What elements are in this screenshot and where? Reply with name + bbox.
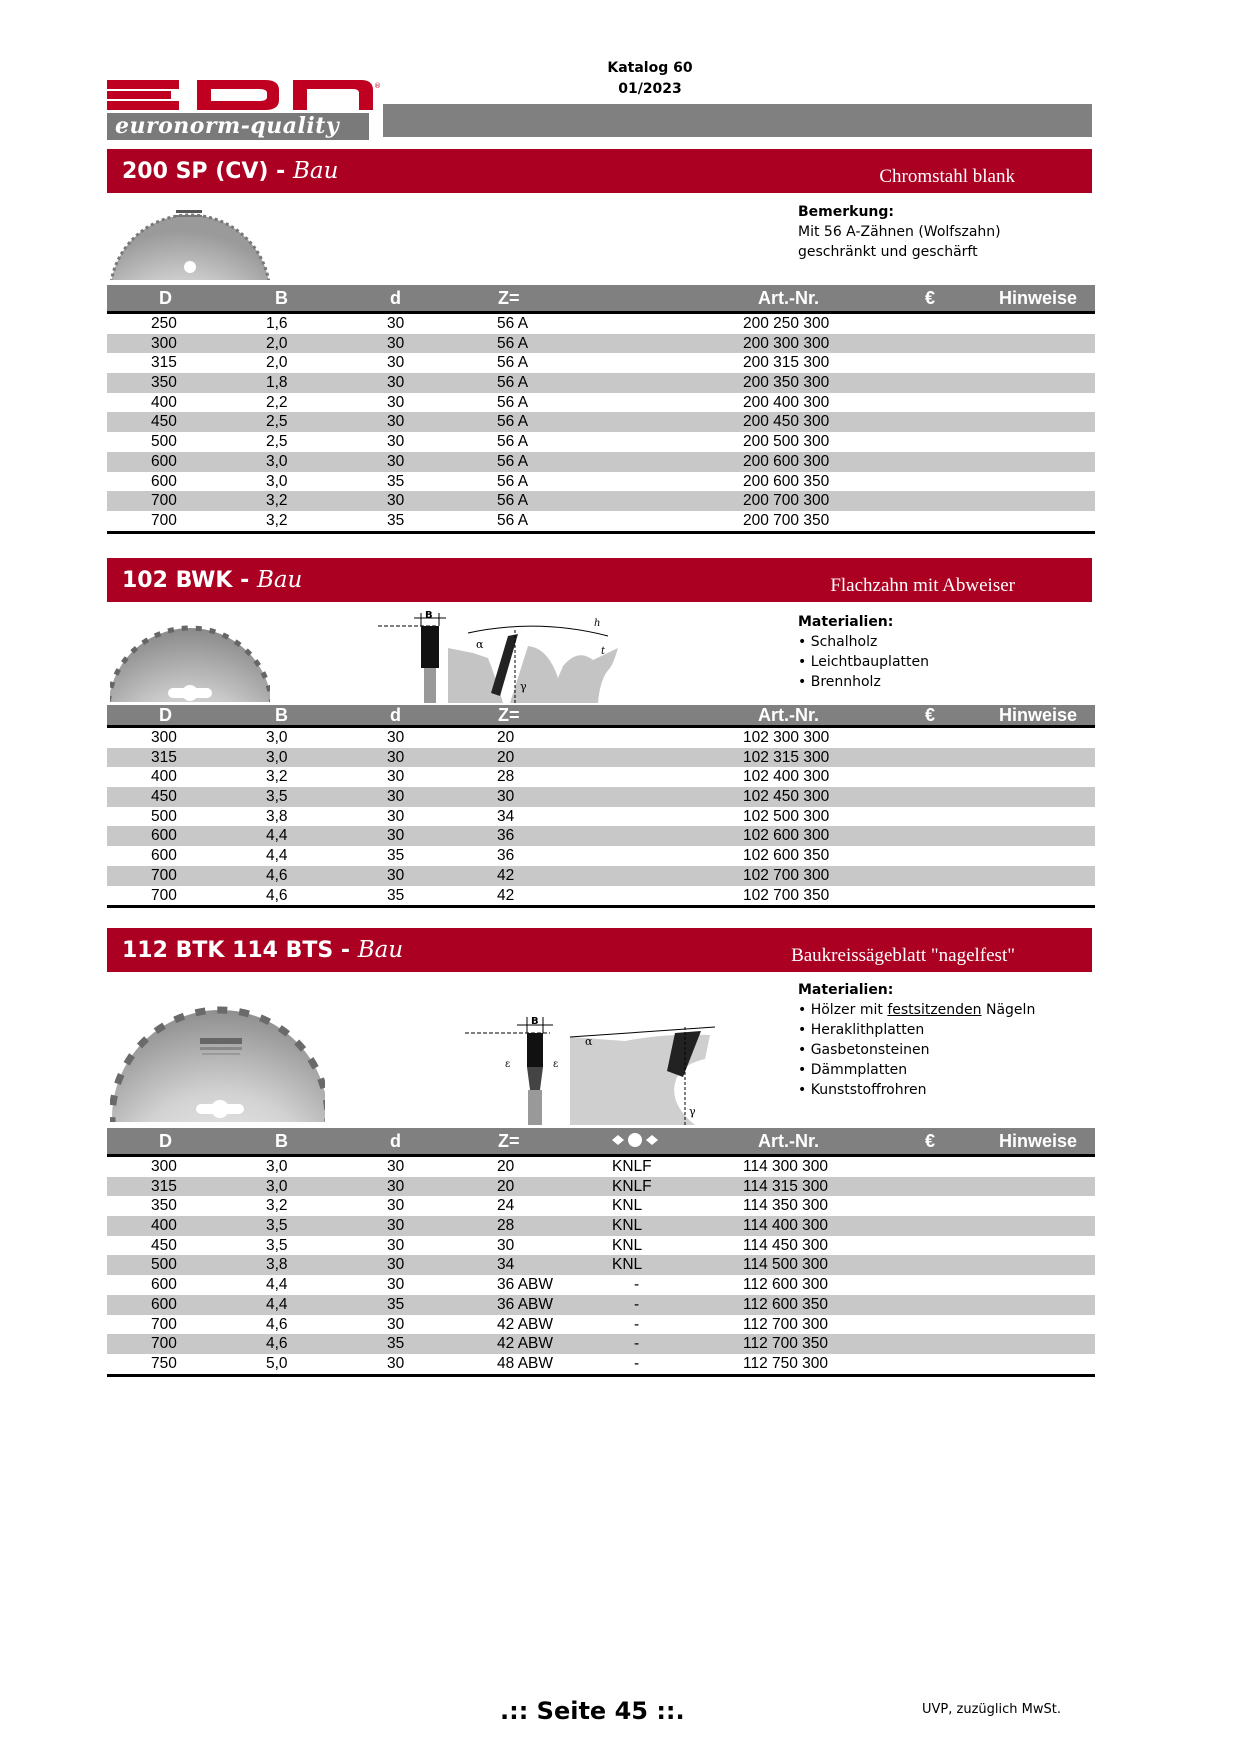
section-subtitle: Flachzahn mit Abweiser xyxy=(830,575,1015,596)
cell-Z: 34 xyxy=(497,807,515,825)
cell-d: 35 xyxy=(387,847,405,865)
col-D: D xyxy=(159,288,172,308)
product-code: 102 BWK - xyxy=(122,568,250,593)
cell-d: 30 xyxy=(387,452,405,470)
col-d: d xyxy=(390,288,401,308)
cell-Z: 42 xyxy=(497,866,515,884)
note-line xyxy=(798,1000,1035,1020)
cell-D: 400 xyxy=(151,1217,177,1235)
note-line: • Heraklithplatten xyxy=(798,1022,925,1038)
cell-Z: 20 xyxy=(497,729,515,746)
note-title: Materialien: xyxy=(798,614,894,630)
cell-art-nr: 102 450 300 xyxy=(743,788,830,806)
cell-D: 350 xyxy=(151,1197,177,1215)
cell-D: 700 xyxy=(151,492,177,510)
table-row xyxy=(107,1275,1095,1295)
col-price: € xyxy=(925,705,936,725)
table-row xyxy=(107,826,1095,846)
cell-art-nr: 102 500 300 xyxy=(743,807,830,825)
table-row xyxy=(107,748,1095,768)
cell-Z: 36 xyxy=(497,827,515,845)
note-text: Nägeln xyxy=(981,1002,1036,1018)
cell-art-nr: 102 700 300 xyxy=(743,866,830,884)
tooth-geometry-diagram xyxy=(378,608,636,703)
col-hinweise: Hinweise xyxy=(999,705,1078,725)
cell-d: 30 xyxy=(387,807,405,825)
cell-symbol: - xyxy=(634,1295,640,1313)
table-row xyxy=(107,846,1095,866)
edn-logo-letters xyxy=(107,80,379,110)
cell-d: 30 xyxy=(387,748,405,766)
cell-d: 30 xyxy=(387,1354,405,1372)
section-subtitle: Chromstahl blank xyxy=(879,166,1015,187)
cell-D: 600 xyxy=(151,472,177,490)
col-price: € xyxy=(925,1131,936,1151)
price-table-200-sp xyxy=(107,285,1095,534)
diagram-label: α xyxy=(476,638,484,651)
cell-B: 5,0 xyxy=(266,1354,288,1372)
cell-art-nr: 114 350 300 xyxy=(743,1197,829,1215)
note-line: • Dämmplatten xyxy=(798,1062,908,1078)
svg-text:®: ® xyxy=(374,82,381,90)
cell-B: 3,2 xyxy=(266,768,288,786)
cell-B: 4,6 xyxy=(266,866,288,884)
cell-symbol: KNLF xyxy=(612,1177,652,1195)
col-D: D xyxy=(159,705,172,725)
page-number: .:: Seite 45 ::. xyxy=(500,1697,685,1725)
cell-B: 3,0 xyxy=(266,729,288,746)
cell-B: 4,4 xyxy=(266,1295,288,1313)
cell-Z: 20 xyxy=(497,1158,515,1175)
cell-B: 3,0 xyxy=(266,748,288,766)
table-row xyxy=(107,1196,1095,1216)
cell-d: 30 xyxy=(387,1236,405,1254)
col-hinweise: Hinweise xyxy=(999,288,1078,308)
cell-art-nr: 200 300 300 xyxy=(743,334,830,352)
section-note xyxy=(798,612,929,692)
col-d: d xyxy=(390,705,401,725)
table-body xyxy=(107,314,1095,531)
cell-symbol: KNL xyxy=(612,1217,643,1235)
cell-Z: 42 ABW xyxy=(497,1335,553,1353)
table-bottom-rule xyxy=(107,1374,1095,1377)
cell-Z: 56 A xyxy=(497,472,529,490)
diagram-label: t xyxy=(601,646,606,657)
diagram-label: ε xyxy=(505,1059,511,1070)
cell-D: 600 xyxy=(151,1276,177,1294)
table-row xyxy=(107,373,1095,393)
cell-B: 2,5 xyxy=(266,413,288,431)
cell-Z: 56 A xyxy=(497,393,529,411)
col-price: € xyxy=(925,288,936,308)
price-note: UVP, zuzüglich MwSt. xyxy=(922,1702,1061,1717)
section-header-102-bwk xyxy=(107,558,1092,602)
col-D: D xyxy=(159,1131,172,1151)
table-row xyxy=(107,866,1095,886)
diagram-label: γ xyxy=(520,680,527,693)
cell-Z: 28 xyxy=(497,1217,515,1235)
table-row xyxy=(107,1295,1095,1315)
cell-B: 3,2 xyxy=(266,1197,288,1215)
col-art-nr: Art.-Nr. xyxy=(758,705,820,725)
table-row xyxy=(107,807,1095,827)
cell-Z: 34 xyxy=(497,1256,515,1274)
cell-D: 300 xyxy=(151,1158,177,1175)
cell-d: 35 xyxy=(387,1295,405,1313)
cell-B: 4,6 xyxy=(266,1335,288,1353)
note-line: geschränkt und geschärft xyxy=(798,244,978,260)
cell-Z: 56 A xyxy=(497,334,529,352)
cell-D: 500 xyxy=(151,1256,177,1274)
note-title: Bemerkung: xyxy=(798,204,895,220)
cell-D: 450 xyxy=(151,413,177,431)
cell-D: 450 xyxy=(151,788,177,806)
table-row xyxy=(107,432,1095,452)
cell-art-nr: 102 700 350 xyxy=(743,886,830,904)
cell-d: 30 xyxy=(387,1217,405,1235)
cell-D: 315 xyxy=(151,748,177,766)
diagram-label: γ xyxy=(689,1105,696,1118)
table-body xyxy=(107,728,1095,905)
cell-Z: 36 xyxy=(497,847,515,865)
product-code: 200 SP (CV) - xyxy=(122,159,286,184)
cell-symbol: - xyxy=(634,1276,640,1294)
cell-Z: 30 xyxy=(497,1236,515,1254)
table-row xyxy=(107,1354,1095,1374)
cell-B: 3,5 xyxy=(266,1217,288,1235)
cell-D: 700 xyxy=(151,886,177,904)
cell-Z: 48 ABW xyxy=(497,1354,553,1372)
cell-art-nr: 200 600 350 xyxy=(743,472,830,490)
table-row xyxy=(107,1216,1095,1236)
catalog-info xyxy=(560,58,740,100)
cell-d: 35 xyxy=(387,511,405,529)
cell-d: 30 xyxy=(387,1256,405,1274)
col-Z: Z= xyxy=(498,705,520,725)
nail-symbol-icon xyxy=(610,1130,660,1157)
cell-d: 30 xyxy=(387,788,405,806)
col-Z: Z= xyxy=(498,1131,520,1151)
cell-B: 1,6 xyxy=(266,315,288,332)
cell-D: 315 xyxy=(151,354,177,372)
col-hinweise: Hinweise xyxy=(999,1131,1078,1151)
col-B: B xyxy=(275,1131,288,1151)
cell-Z: 56 A xyxy=(497,315,529,332)
table-row xyxy=(107,787,1095,807)
cell-d: 30 xyxy=(387,413,405,431)
cell-d: 30 xyxy=(387,866,405,884)
cell-art-nr: 112 600 300 xyxy=(743,1276,829,1294)
section-header-112-btk xyxy=(107,928,1092,972)
cell-Z: 30 xyxy=(497,788,515,806)
table-body xyxy=(107,1157,1095,1374)
table-row xyxy=(107,412,1095,432)
cell-d: 30 xyxy=(387,334,405,352)
table-row xyxy=(107,353,1095,373)
cell-B: 2,0 xyxy=(266,334,288,352)
cell-art-nr: 112 600 350 xyxy=(743,1295,829,1313)
cell-art-nr: 200 315 300 xyxy=(743,354,830,372)
cell-B: 3,5 xyxy=(266,788,288,806)
diagram-label: ε xyxy=(553,1059,559,1070)
catalog-date: 01/2023 xyxy=(618,81,682,97)
cell-D: 400 xyxy=(151,393,177,411)
price-table-102-bwk xyxy=(107,705,1095,908)
section-header-200-sp xyxy=(107,149,1092,193)
cell-d: 30 xyxy=(387,1158,405,1175)
table-row xyxy=(107,334,1095,354)
col-d: d xyxy=(390,1131,401,1151)
cell-art-nr: 114 315 300 xyxy=(743,1177,829,1195)
table-row xyxy=(107,1177,1095,1197)
section-title xyxy=(122,558,302,603)
diagram-label: B xyxy=(531,1016,539,1027)
cell-D: 315 xyxy=(151,1177,177,1195)
table-row xyxy=(107,491,1095,511)
cell-B: 2,5 xyxy=(266,433,288,451)
saw-blade-image xyxy=(110,200,270,280)
cell-B: 4,4 xyxy=(266,1276,288,1294)
cell-d: 30 xyxy=(387,729,405,746)
col-B: B xyxy=(275,705,288,725)
saw-blade-image xyxy=(110,610,270,702)
table-row xyxy=(107,511,1095,531)
cell-art-nr: 200 700 300 xyxy=(743,492,830,510)
cell-d: 30 xyxy=(387,1177,405,1195)
table-row xyxy=(107,314,1095,334)
cell-art-nr: 112 700 350 xyxy=(743,1335,829,1353)
cell-B: 3,8 xyxy=(266,1256,288,1274)
cell-symbol: - xyxy=(634,1335,640,1353)
cell-B: 2,0 xyxy=(266,354,288,372)
tooth-geometry-diagram xyxy=(465,1005,733,1125)
cell-art-nr: 112 750 300 xyxy=(743,1354,829,1372)
cell-B: 3,0 xyxy=(266,1158,288,1175)
edn-logo xyxy=(107,80,379,142)
cell-D: 400 xyxy=(151,768,177,786)
cell-Z: 56 A xyxy=(497,413,529,431)
table-bottom-rule xyxy=(107,531,1095,534)
cell-art-nr: 200 400 300 xyxy=(743,393,830,411)
cell-D: 500 xyxy=(151,807,177,825)
col-Z: Z= xyxy=(498,288,520,308)
cell-symbol: KNLF xyxy=(612,1158,652,1175)
note-title: Materialien: xyxy=(798,982,894,998)
cell-symbol: KNL xyxy=(612,1236,643,1254)
table-row xyxy=(107,767,1095,787)
note-line: Mit 56 A-Zähnen (Wolfszahn) xyxy=(798,224,1001,240)
product-category: Bau xyxy=(292,158,339,184)
cell-symbol: KNL xyxy=(612,1256,643,1274)
cell-D: 700 xyxy=(151,1335,177,1353)
cell-B: 4,4 xyxy=(266,827,288,845)
cell-D: 600 xyxy=(151,452,177,470)
cell-d: 30 xyxy=(387,354,405,372)
cell-art-nr: 112 700 300 xyxy=(743,1315,829,1333)
cell-art-nr: 200 250 300 xyxy=(743,315,830,332)
cell-art-nr: 114 450 300 xyxy=(743,1236,829,1254)
cell-d: 30 xyxy=(387,1315,405,1333)
cell-D: 700 xyxy=(151,511,177,529)
cell-D: 300 xyxy=(151,334,177,352)
cell-d: 35 xyxy=(387,472,405,490)
table-row xyxy=(107,886,1095,906)
cell-Z: 20 xyxy=(497,1177,515,1195)
table-header xyxy=(107,1128,1095,1157)
cell-D: 750 xyxy=(151,1354,177,1372)
price-table-112-btk xyxy=(107,1128,1095,1377)
cell-B: 3,8 xyxy=(266,807,288,825)
table-row xyxy=(107,728,1095,748)
cell-D: 450 xyxy=(151,1236,177,1254)
cell-D: 600 xyxy=(151,827,177,845)
cell-B: 3,2 xyxy=(266,492,288,510)
cell-D: 300 xyxy=(151,729,177,746)
table-row xyxy=(107,1334,1095,1354)
cell-D: 600 xyxy=(151,1295,177,1313)
table-row xyxy=(107,472,1095,492)
table-header xyxy=(107,285,1095,314)
cell-art-nr: 102 315 300 xyxy=(743,748,830,766)
section-note xyxy=(798,980,1035,1100)
cell-art-nr: 102 600 300 xyxy=(743,827,830,845)
cell-art-nr: 200 600 300 xyxy=(743,452,830,470)
cell-Z: 36 ABW xyxy=(497,1295,553,1313)
note-line: • Kunststoffrohren xyxy=(798,1082,927,1098)
cell-D: 700 xyxy=(151,866,177,884)
cell-art-nr: 114 400 300 xyxy=(743,1217,829,1235)
cell-d: 30 xyxy=(387,768,405,786)
cell-d: 30 xyxy=(387,393,405,411)
cell-art-nr: 102 300 300 xyxy=(743,729,830,746)
cell-d: 30 xyxy=(387,315,405,332)
cell-art-nr: 114 500 300 xyxy=(743,1256,829,1274)
table-row xyxy=(107,1157,1095,1177)
note-text-underlined: festsitzenden xyxy=(887,1002,982,1018)
col-art-nr: Art.-Nr. xyxy=(758,288,820,308)
catalog-number: Katalog 60 xyxy=(607,60,693,76)
cell-d: 35 xyxy=(387,886,405,904)
cell-Z: 28 xyxy=(497,768,515,786)
section-note xyxy=(798,202,1001,262)
cell-d: 30 xyxy=(387,374,405,392)
header-bar xyxy=(383,104,1092,137)
table-row xyxy=(107,452,1095,472)
cell-B: 4,6 xyxy=(266,1315,288,1333)
cell-art-nr: 200 500 300 xyxy=(743,433,830,451)
cell-d: 30 xyxy=(387,492,405,510)
note-line: • Schalholz xyxy=(798,634,878,650)
cell-art-nr: 114 300 300 xyxy=(743,1158,829,1175)
product-category: Bau xyxy=(357,937,404,963)
cell-art-nr: 102 400 300 xyxy=(743,768,830,786)
cell-D: 250 xyxy=(151,315,177,332)
col-B: B xyxy=(275,288,288,308)
saw-blade-image xyxy=(110,1000,325,1122)
cell-B: 4,6 xyxy=(266,886,288,904)
section-title xyxy=(122,928,403,973)
cell-Z: 56 A xyxy=(497,354,529,372)
cell-Z: 42 ABW xyxy=(497,1315,553,1333)
cell-B: 3,2 xyxy=(266,511,288,529)
cell-d: 30 xyxy=(387,433,405,451)
cell-Z: 56 A xyxy=(497,492,529,510)
table-row xyxy=(107,1315,1095,1335)
diagram-label: α xyxy=(585,1035,593,1048)
cell-d: 30 xyxy=(387,1276,405,1294)
cell-symbol: - xyxy=(634,1315,640,1333)
diagram-label: B xyxy=(425,610,433,621)
cell-D: 350 xyxy=(151,374,177,392)
cell-symbol: - xyxy=(634,1354,640,1372)
cell-Z: 56 A xyxy=(497,452,529,470)
cell-B: 3,0 xyxy=(266,452,288,470)
cell-art-nr: 102 600 350 xyxy=(743,847,830,865)
table-row xyxy=(107,1236,1095,1256)
cell-d: 30 xyxy=(387,1197,405,1215)
cell-art-nr: 200 350 300 xyxy=(743,374,830,392)
cell-Z: 36 ABW xyxy=(497,1276,553,1294)
brand-tagline: euronorm-quality xyxy=(107,113,369,140)
cell-art-nr: 200 450 300 xyxy=(743,413,830,431)
cell-d: 30 xyxy=(387,827,405,845)
note-line: • Gasbetonsteinen xyxy=(798,1042,930,1058)
cell-B: 3,0 xyxy=(266,472,288,490)
table-bottom-rule xyxy=(107,905,1095,908)
table-row xyxy=(107,393,1095,413)
note-text: • Hölzer mit xyxy=(798,1002,888,1018)
section-title xyxy=(122,149,338,194)
cell-B: 2,2 xyxy=(266,393,288,411)
cell-D: 700 xyxy=(151,1315,177,1333)
cell-D: 600 xyxy=(151,847,177,865)
cell-Z: 42 xyxy=(497,886,515,904)
cell-art-nr: 200 700 350 xyxy=(743,511,830,529)
col-art-nr: Art.-Nr. xyxy=(758,1131,820,1151)
cell-d: 35 xyxy=(387,1335,405,1353)
cell-symbol: KNL xyxy=(612,1197,643,1215)
cell-Z: 24 xyxy=(497,1197,515,1215)
cell-Z: 20 xyxy=(497,748,515,766)
diagram-label: h xyxy=(594,618,601,629)
cell-B: 4,4 xyxy=(266,847,288,865)
cell-B: 3,5 xyxy=(266,1236,288,1254)
table-header xyxy=(107,705,1095,728)
cell-B: 1,8 xyxy=(266,374,288,392)
note-line: • Leichtbauplatten xyxy=(798,654,929,670)
cell-Z: 56 A xyxy=(497,374,529,392)
table-row xyxy=(107,1255,1095,1275)
section-subtitle: Baukreissägeblatt "nagelfest" xyxy=(791,945,1015,966)
product-category: Bau xyxy=(256,567,303,593)
note-line: • Brennholz xyxy=(798,674,881,690)
cell-B: 3,0 xyxy=(266,1177,288,1195)
product-code: 112 BTK 114 BTS - xyxy=(122,938,351,963)
cell-Z: 56 A xyxy=(497,511,529,529)
cell-D: 500 xyxy=(151,433,177,451)
cell-Z: 56 A xyxy=(497,433,529,451)
